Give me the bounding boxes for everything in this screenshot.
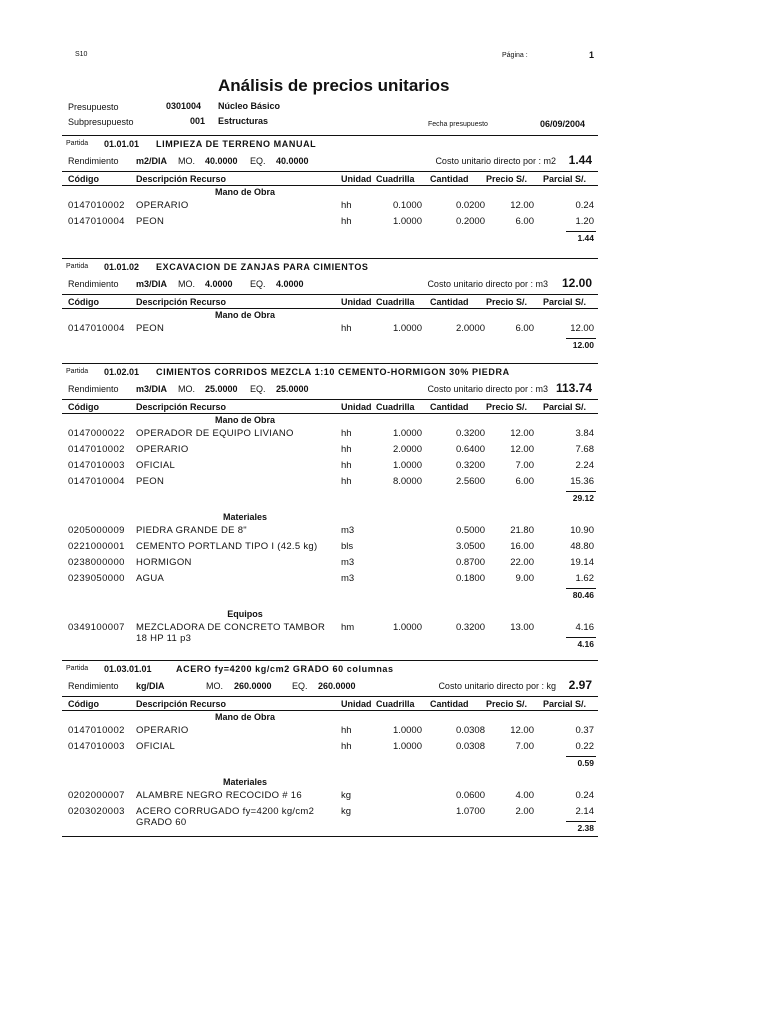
resource-precio: 12.00	[510, 444, 534, 455]
subtotal-line	[566, 588, 596, 589]
resource-unit: kg	[341, 790, 352, 801]
resource-parcial: 2.24	[575, 460, 594, 471]
rendimiento-unit: m3/DIA	[136, 279, 168, 289]
resource-precio: 13.00	[510, 622, 534, 633]
resource-precio: 2.00	[515, 806, 534, 817]
resource-code: 0349100007	[68, 622, 125, 633]
resource-unit: kg	[341, 806, 352, 817]
resource-code: 0203020003	[68, 806, 125, 817]
partida-name: ACERO fy=4200 kg/cm2 GRADO 60 columnas	[176, 664, 394, 674]
presupuesto-name: Núcleo Básico	[218, 101, 281, 111]
resource-cuadrilla: 1.0000	[392, 460, 422, 471]
rendimiento-unit: m2/DIA	[136, 156, 168, 166]
resource-cantidad: 1.0700	[455, 806, 485, 817]
resource-unit: hm	[341, 622, 355, 633]
resource-cantidad: 0.0200	[455, 200, 485, 211]
table-header-bottom-line	[62, 710, 598, 711]
resource-precio: 12.00	[510, 428, 534, 439]
col-header-parcial: Parcial S/.	[543, 699, 587, 709]
resource-cuadrilla: 1.0000	[392, 622, 422, 633]
col-header-precio: Precio S/.	[486, 297, 528, 307]
costo-unitario-label: Costo unitario directo por : kg	[438, 681, 556, 691]
col-header-precio: Precio S/.	[486, 402, 528, 412]
page-label: Página :	[502, 52, 528, 59]
col-header-codigo: Código	[68, 174, 99, 184]
partida-top-line	[62, 363, 598, 364]
subtotal-line	[566, 821, 596, 822]
resource-cuadrilla: 0.1000	[392, 200, 422, 211]
resource-description: OPERARIO	[136, 725, 189, 736]
costo-unitario-value: 12.00	[561, 276, 592, 290]
resource-precio: 12.00	[510, 200, 534, 211]
partida-label: Partida	[66, 665, 89, 672]
resource-precio: 6.00	[515, 476, 534, 487]
table-header-line	[62, 696, 598, 697]
col-header-cuadrilla: Cuadrilla	[376, 699, 415, 709]
resource-unit: hh	[341, 200, 352, 211]
partida-top-line	[62, 660, 598, 661]
resource-precio: 16.00	[510, 541, 534, 552]
resource-unit: bls	[341, 541, 354, 552]
resource-code: 0147010004	[68, 216, 125, 227]
resource-parcial: 19.14	[570, 557, 594, 568]
group-label: Mano de Obra	[214, 415, 275, 425]
col-header-cuadrilla: Cuadrilla	[376, 297, 415, 307]
costo-unitario-label: Costo unitario directo por : m3	[427, 384, 548, 394]
col-header-descripcion: Descripción Recurso	[136, 699, 227, 709]
col-header-codigo: Código	[68, 297, 99, 307]
rendimiento-unit: m3/DIA	[136, 384, 168, 394]
group-subtotal: 2.38	[577, 823, 594, 833]
resource-parcial: 2.14	[575, 806, 594, 817]
resource-unit: hh	[341, 216, 352, 227]
group-subtotal: 29.12	[572, 493, 594, 503]
partida-code: 01.02.01	[104, 367, 140, 377]
page-number: 1	[589, 50, 595, 60]
resource-parcial: 15.36	[570, 476, 594, 487]
mo-value: 260.0000	[234, 681, 272, 691]
resource-cantidad: 0.3200	[455, 428, 485, 439]
col-header-unidad: Unidad	[341, 402, 372, 412]
partida-code: 01.03.01.01	[104, 664, 152, 674]
resource-precio: 12.00	[510, 725, 534, 736]
resource-unit: hh	[341, 428, 352, 439]
resource-precio: 7.00	[515, 460, 534, 471]
rendimiento-label: Rendimiento	[68, 681, 119, 691]
fecha-label: Fecha presupuesto	[428, 121, 488, 128]
partida-name: CIMIENTOS CORRIDOS MEZCLA 1:10 CEMENTO-HORMIGON 30% PIEDRA	[156, 367, 510, 377]
resource-unit: m3	[341, 525, 355, 536]
table-header-line	[62, 171, 598, 172]
col-header-cantidad: Cantidad	[430, 699, 469, 709]
group-subtotal: 80.46	[572, 590, 594, 600]
table-header-line	[62, 399, 598, 400]
resource-cuadrilla: 1.0000	[392, 216, 422, 227]
resource-precio: 6.00	[515, 216, 534, 227]
resource-cantidad: 0.0600	[455, 790, 485, 801]
resource-description: MEZCLADORA DE CONCRETO TAMBOR 18 HP 11 p3	[136, 622, 326, 644]
mo-label: MO.	[206, 681, 223, 691]
col-header-cuadrilla: Cuadrilla	[376, 174, 415, 184]
resource-code: 0147010004	[68, 323, 125, 334]
resource-code: 0147010003	[68, 460, 125, 471]
col-header-parcial: Parcial S/.	[543, 174, 587, 184]
resource-description: OPERARIO	[136, 200, 189, 211]
subtotal-line	[566, 491, 596, 492]
group-label: Mano de Obra	[214, 310, 275, 320]
resource-code: 0147000022	[68, 428, 125, 439]
resource-parcial: 0.22	[575, 741, 594, 752]
resource-code: 0147010002	[68, 200, 125, 211]
mo-label: MO.	[178, 384, 195, 394]
eq-label: EQ.	[250, 279, 266, 289]
rendimiento-label: Rendimiento	[68, 279, 119, 289]
eq-value: 4.0000	[276, 279, 304, 289]
col-header-cantidad: Cantidad	[430, 402, 469, 412]
resource-parcial: 0.37	[575, 725, 594, 736]
resource-unit: m3	[341, 557, 355, 568]
presupuesto-label: Presupuesto	[68, 102, 119, 112]
resource-cantidad: 3.0500	[455, 541, 485, 552]
col-header-codigo: Código	[68, 402, 99, 412]
rendimiento-label: Rendimiento	[68, 156, 119, 166]
table-header-bottom-line	[62, 185, 598, 186]
resource-parcial: 10.90	[570, 525, 594, 536]
resource-unit: hh	[341, 323, 352, 334]
resource-parcial: 7.68	[575, 444, 594, 455]
resource-precio: 7.00	[515, 741, 534, 752]
col-header-precio: Precio S/.	[486, 174, 528, 184]
subpresupuesto-code: 001	[190, 116, 206, 126]
partida-name: LIMPIEZA DE TERRENO MANUAL	[156, 139, 317, 149]
resource-description: PEON	[136, 323, 165, 334]
resource-parcial: 12.00	[570, 323, 594, 334]
col-header-unidad: Unidad	[341, 699, 372, 709]
subtotal-line	[566, 338, 596, 339]
partida-label: Partida	[66, 368, 89, 375]
resource-cantidad: 2.0000	[455, 323, 485, 334]
costo-unitario-value: 1.44	[568, 153, 592, 167]
resource-description: OFICIAL	[136, 741, 176, 752]
resource-cantidad: 0.2000	[455, 216, 485, 227]
document-bottom-line	[62, 836, 598, 837]
resource-cantidad: 0.0308	[455, 725, 485, 736]
eq-value: 40.0000	[276, 156, 309, 166]
partida-label: Partida	[66, 140, 89, 147]
col-header-cantidad: Cantidad	[430, 297, 469, 307]
resource-description: OPERADOR DE EQUIPO LIVIANO	[136, 428, 294, 439]
resource-cantidad: 0.6400	[455, 444, 485, 455]
col-header-descripcion: Descripción Recurso	[136, 297, 227, 307]
group-subtotal: 1.44	[577, 233, 594, 243]
table-header-line	[62, 294, 598, 295]
eq-label: EQ.	[250, 384, 266, 394]
partida-code: 01.01.01	[104, 139, 140, 149]
mo-label: MO.	[178, 156, 195, 166]
resource-cuadrilla: 1.0000	[392, 741, 422, 752]
fecha-value: 06/09/2004	[540, 119, 586, 129]
presupuesto-code: 0301004	[166, 101, 202, 111]
resource-cuadrilla: 1.0000	[392, 725, 422, 736]
resource-cantidad: 0.5000	[455, 525, 485, 536]
resource-description: AGUA	[136, 573, 165, 584]
resource-cantidad: 0.1800	[455, 573, 485, 584]
resource-code: 0202000007	[68, 790, 125, 801]
eq-label: EQ.	[250, 156, 266, 166]
resource-code: 0205000009	[68, 525, 125, 536]
rendimiento-unit: kg/DIA	[136, 681, 165, 691]
resource-description: ACERO CORRUGADO fy=4200 kg/cm2 GRADO 60	[136, 806, 315, 828]
group-subtotal: 4.16	[577, 639, 594, 649]
resource-cuadrilla: 8.0000	[392, 476, 422, 487]
subpresupuesto-name: Estructuras	[218, 116, 269, 126]
resource-parcial: 0.24	[575, 200, 594, 211]
costo-unitario-label: Costo unitario directo por : m2	[435, 156, 556, 166]
eq-value: 25.0000	[276, 384, 309, 394]
resource-cuadrilla: 1.0000	[392, 323, 422, 334]
mo-label: MO.	[178, 279, 195, 289]
resource-description: OFICIAL	[136, 460, 176, 471]
resource-unit: hh	[341, 476, 352, 487]
group-label: Materiales	[222, 512, 268, 522]
eq-label: EQ.	[292, 681, 308, 691]
col-header-cuadrilla: Cuadrilla	[376, 402, 415, 412]
group-label: Mano de Obra	[214, 712, 275, 722]
col-header-precio: Precio S/.	[486, 699, 528, 709]
group-label: Equipos	[227, 609, 263, 619]
group-subtotal: 12.00	[572, 340, 594, 350]
resource-code: 0221000001	[68, 541, 125, 552]
resource-description: HORMIGON	[136, 557, 192, 568]
resource-cantidad: 0.3200	[455, 460, 485, 471]
resource-description: ALAMBRE NEGRO RECOCIDO # 16	[136, 790, 302, 801]
resource-parcial: 1.62	[575, 573, 594, 584]
resource-description: PEON	[136, 216, 165, 227]
resource-cantidad: 0.3200	[455, 622, 485, 633]
resource-description: CEMENTO PORTLAND TIPO I (42.5 kg)	[136, 541, 318, 552]
col-header-codigo: Código	[68, 699, 99, 709]
resource-unit: hh	[341, 725, 352, 736]
resource-parcial: 3.84	[575, 428, 594, 439]
subtotal-line	[566, 637, 596, 638]
group-subtotal: 0.59	[577, 758, 594, 768]
col-header-parcial: Parcial S/.	[543, 402, 587, 412]
col-header-cantidad: Cantidad	[430, 174, 469, 184]
resource-description: PEON	[136, 476, 165, 487]
resource-unit: hh	[341, 460, 352, 471]
rendimiento-label: Rendimiento	[68, 384, 119, 394]
subpresupuesto-label: Subpresupuesto	[68, 117, 134, 127]
partida-code: 01.01.02	[104, 262, 140, 272]
col-header-descripcion: Descripción Recurso	[136, 174, 227, 184]
table-header-bottom-line	[62, 413, 598, 414]
resource-cuadrilla: 1.0000	[392, 428, 422, 439]
group-label: Mano de Obra	[214, 187, 275, 197]
eq-value: 260.0000	[318, 681, 356, 691]
partida-top-line	[62, 258, 598, 259]
resource-cantidad: 2.5600	[455, 476, 485, 487]
mo-value: 25.0000	[205, 384, 238, 394]
resource-code: 0147010004	[68, 476, 125, 487]
resource-description: OPERARIO	[136, 444, 189, 455]
resource-precio: 6.00	[515, 323, 534, 334]
table-header-bottom-line	[62, 308, 598, 309]
resource-cuadrilla: 2.0000	[392, 444, 422, 455]
col-header-unidad: Unidad	[341, 174, 372, 184]
subtotal-line	[566, 756, 596, 757]
resource-parcial: 0.24	[575, 790, 594, 801]
mo-value: 4.0000	[205, 279, 233, 289]
col-header-descripcion: Descripción Recurso	[136, 402, 227, 412]
resource-parcial: 48.80	[570, 541, 594, 552]
partida-label: Partida	[66, 263, 89, 270]
resource-parcial: 4.16	[575, 622, 594, 633]
resource-precio: 22.00	[510, 557, 534, 568]
costo-unitario-label: Costo unitario directo por : m3	[427, 279, 548, 289]
resource-description: PIEDRA GRANDE DE 8"	[136, 525, 247, 536]
costo-unitario-value: 2.97	[568, 678, 592, 692]
subtotal-line	[566, 231, 596, 232]
col-header-parcial: Parcial S/.	[543, 297, 587, 307]
resource-precio: 4.00	[515, 790, 534, 801]
resource-cantidad: 0.0308	[455, 741, 485, 752]
resource-precio: 9.00	[515, 573, 534, 584]
resource-code: 0238000000	[68, 557, 125, 568]
resource-unit: hh	[341, 741, 352, 752]
partida-name: EXCAVACION DE ZANJAS PARA CIMIENTOS	[156, 262, 369, 272]
col-header-unidad: Unidad	[341, 297, 372, 307]
partida-top-line	[62, 135, 598, 136]
group-label: Materiales	[222, 777, 268, 787]
resource-code: 0147010003	[68, 741, 125, 752]
resource-code: 0147010002	[68, 725, 125, 736]
resource-precio: 21.80	[510, 525, 534, 536]
report-code: S10	[75, 51, 88, 58]
resource-code: 0239050000	[68, 573, 125, 584]
resource-code: 0147010002	[68, 444, 125, 455]
page-title: Análisis de precios unitarios	[218, 76, 450, 95]
costo-unitario-value: 113.74	[555, 381, 592, 395]
resource-unit: hh	[341, 444, 352, 455]
resource-unit: m3	[341, 573, 355, 584]
resource-parcial: 1.20	[575, 216, 594, 227]
mo-value: 40.0000	[205, 156, 238, 166]
resource-cantidad: 0.8700	[455, 557, 485, 568]
